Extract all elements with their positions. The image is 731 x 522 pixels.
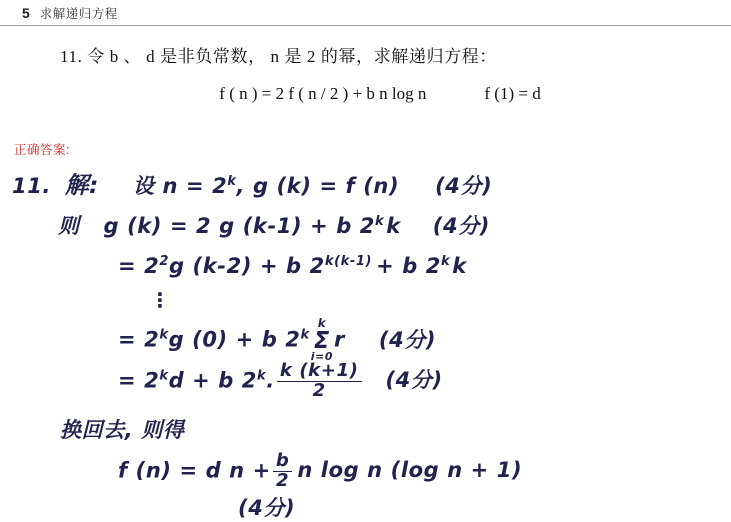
solution-line-2-prefix: 则 — [58, 214, 80, 238]
page-number: 5 — [22, 5, 30, 21]
solution-line-6-points: (4分) — [385, 368, 443, 393]
header-divider — [0, 25, 731, 26]
solution-line-6-eq: = 2 — [118, 368, 160, 393]
solution-line-1-number: 11. — [12, 174, 52, 198]
solution-line-6-dot: . — [266, 368, 275, 393]
summation-symbol: Σ — [313, 327, 330, 354]
solution-line-8-lhs: f (n) = d n + — [118, 458, 271, 483]
solution-line-2 — [58, 210, 490, 240]
solution-line-5 — [118, 318, 436, 363]
correct-answer-label: 正确答案: — [14, 143, 70, 157]
solution-line-1-exponent: k — [227, 174, 237, 189]
solution-line-5-summation — [311, 318, 333, 363]
solution-line-6-exponent-2: k — [257, 368, 267, 384]
solution-line-2-exponent: k — [374, 214, 385, 229]
solution-line-5-points: (4分) — [378, 327, 437, 352]
solution-line-5-tail: r — [334, 327, 345, 352]
solution-line-6 — [118, 362, 443, 401]
solution-line-5-mid: g (0) + b 2 — [168, 327, 301, 352]
solution-line-3-eq: = 2 — [118, 254, 160, 278]
solution-line-5-eq: = 2 — [118, 327, 160, 352]
solution-line-3-mid: g (k-2) + b 2 — [169, 254, 325, 278]
solution-line-1 — [12, 166, 492, 200]
solution-line-3-exponent-1: 2 — [159, 254, 169, 269]
solution-line-2-tail: k — [386, 214, 401, 238]
fraction-numerator: k (k+1) — [279, 360, 359, 381]
solution-line-1-word: 解: — [64, 171, 100, 199]
solution-line-7: 换回去, 则得 — [60, 418, 185, 442]
solution-line-3-tail: + b 2 — [376, 254, 441, 278]
question-statement: 令 b 、 d 是非负常数， n 是 2 的幂，求解递归方程： — [87, 47, 497, 66]
solution-line-1-body: 设 n = 2 — [132, 174, 228, 198]
handwritten-solution — [0, 160, 731, 520]
solution-line-3-end: k — [452, 254, 467, 278]
solution-line-8-fraction — [273, 452, 293, 491]
question-number: 11. — [60, 47, 83, 66]
formula-recurrence: f ( n ) = 2 f ( n / 2 ) + b n log n — [219, 84, 427, 103]
solution-line-2-body: g (k) = 2 g (k-1) + b 2 — [103, 214, 375, 238]
document-header — [0, 0, 731, 26]
fraction-denominator: 2 — [277, 381, 362, 401]
solution-line-6-fraction — [277, 362, 362, 401]
solution-line-6-exponent-1: k — [159, 368, 169, 384]
fraction-numerator-b: b — [275, 450, 290, 471]
question-text — [60, 44, 700, 70]
solution-line-9-points: (4分) — [238, 496, 296, 520]
header-title: 求解递归方程 — [39, 7, 118, 21]
solution-line-6-mid: d + b 2 — [168, 368, 257, 393]
summation-upper-limit: k — [317, 316, 327, 330]
solution-line-8-rhs: n log n (log n + 1) — [297, 458, 523, 483]
summation-lower-limit: i=0 — [310, 350, 334, 364]
fraction-denominator-2: 2 — [273, 471, 293, 491]
solution-line-3-exponent-2: k(k-1) — [324, 254, 373, 269]
solution-line-5-exponent-1: k — [159, 327, 169, 343]
formula-base-case: f (1) = d — [484, 84, 541, 103]
question-formulas — [60, 84, 700, 104]
solution-line-2-points: (4分) — [432, 214, 490, 238]
solution-line-8 — [118, 452, 522, 491]
question-block — [60, 44, 700, 104]
solution-line-1-points: (4分) — [435, 174, 493, 198]
solution-line-5-exponent-2: k — [300, 327, 310, 343]
solution-line-1-tail: , g (k) = f (n) — [236, 174, 400, 198]
solution-vertical-dots: ⋮ — [150, 288, 170, 312]
solution-line-3 — [118, 254, 467, 278]
solution-line-3-exponent-3: k — [440, 254, 451, 269]
